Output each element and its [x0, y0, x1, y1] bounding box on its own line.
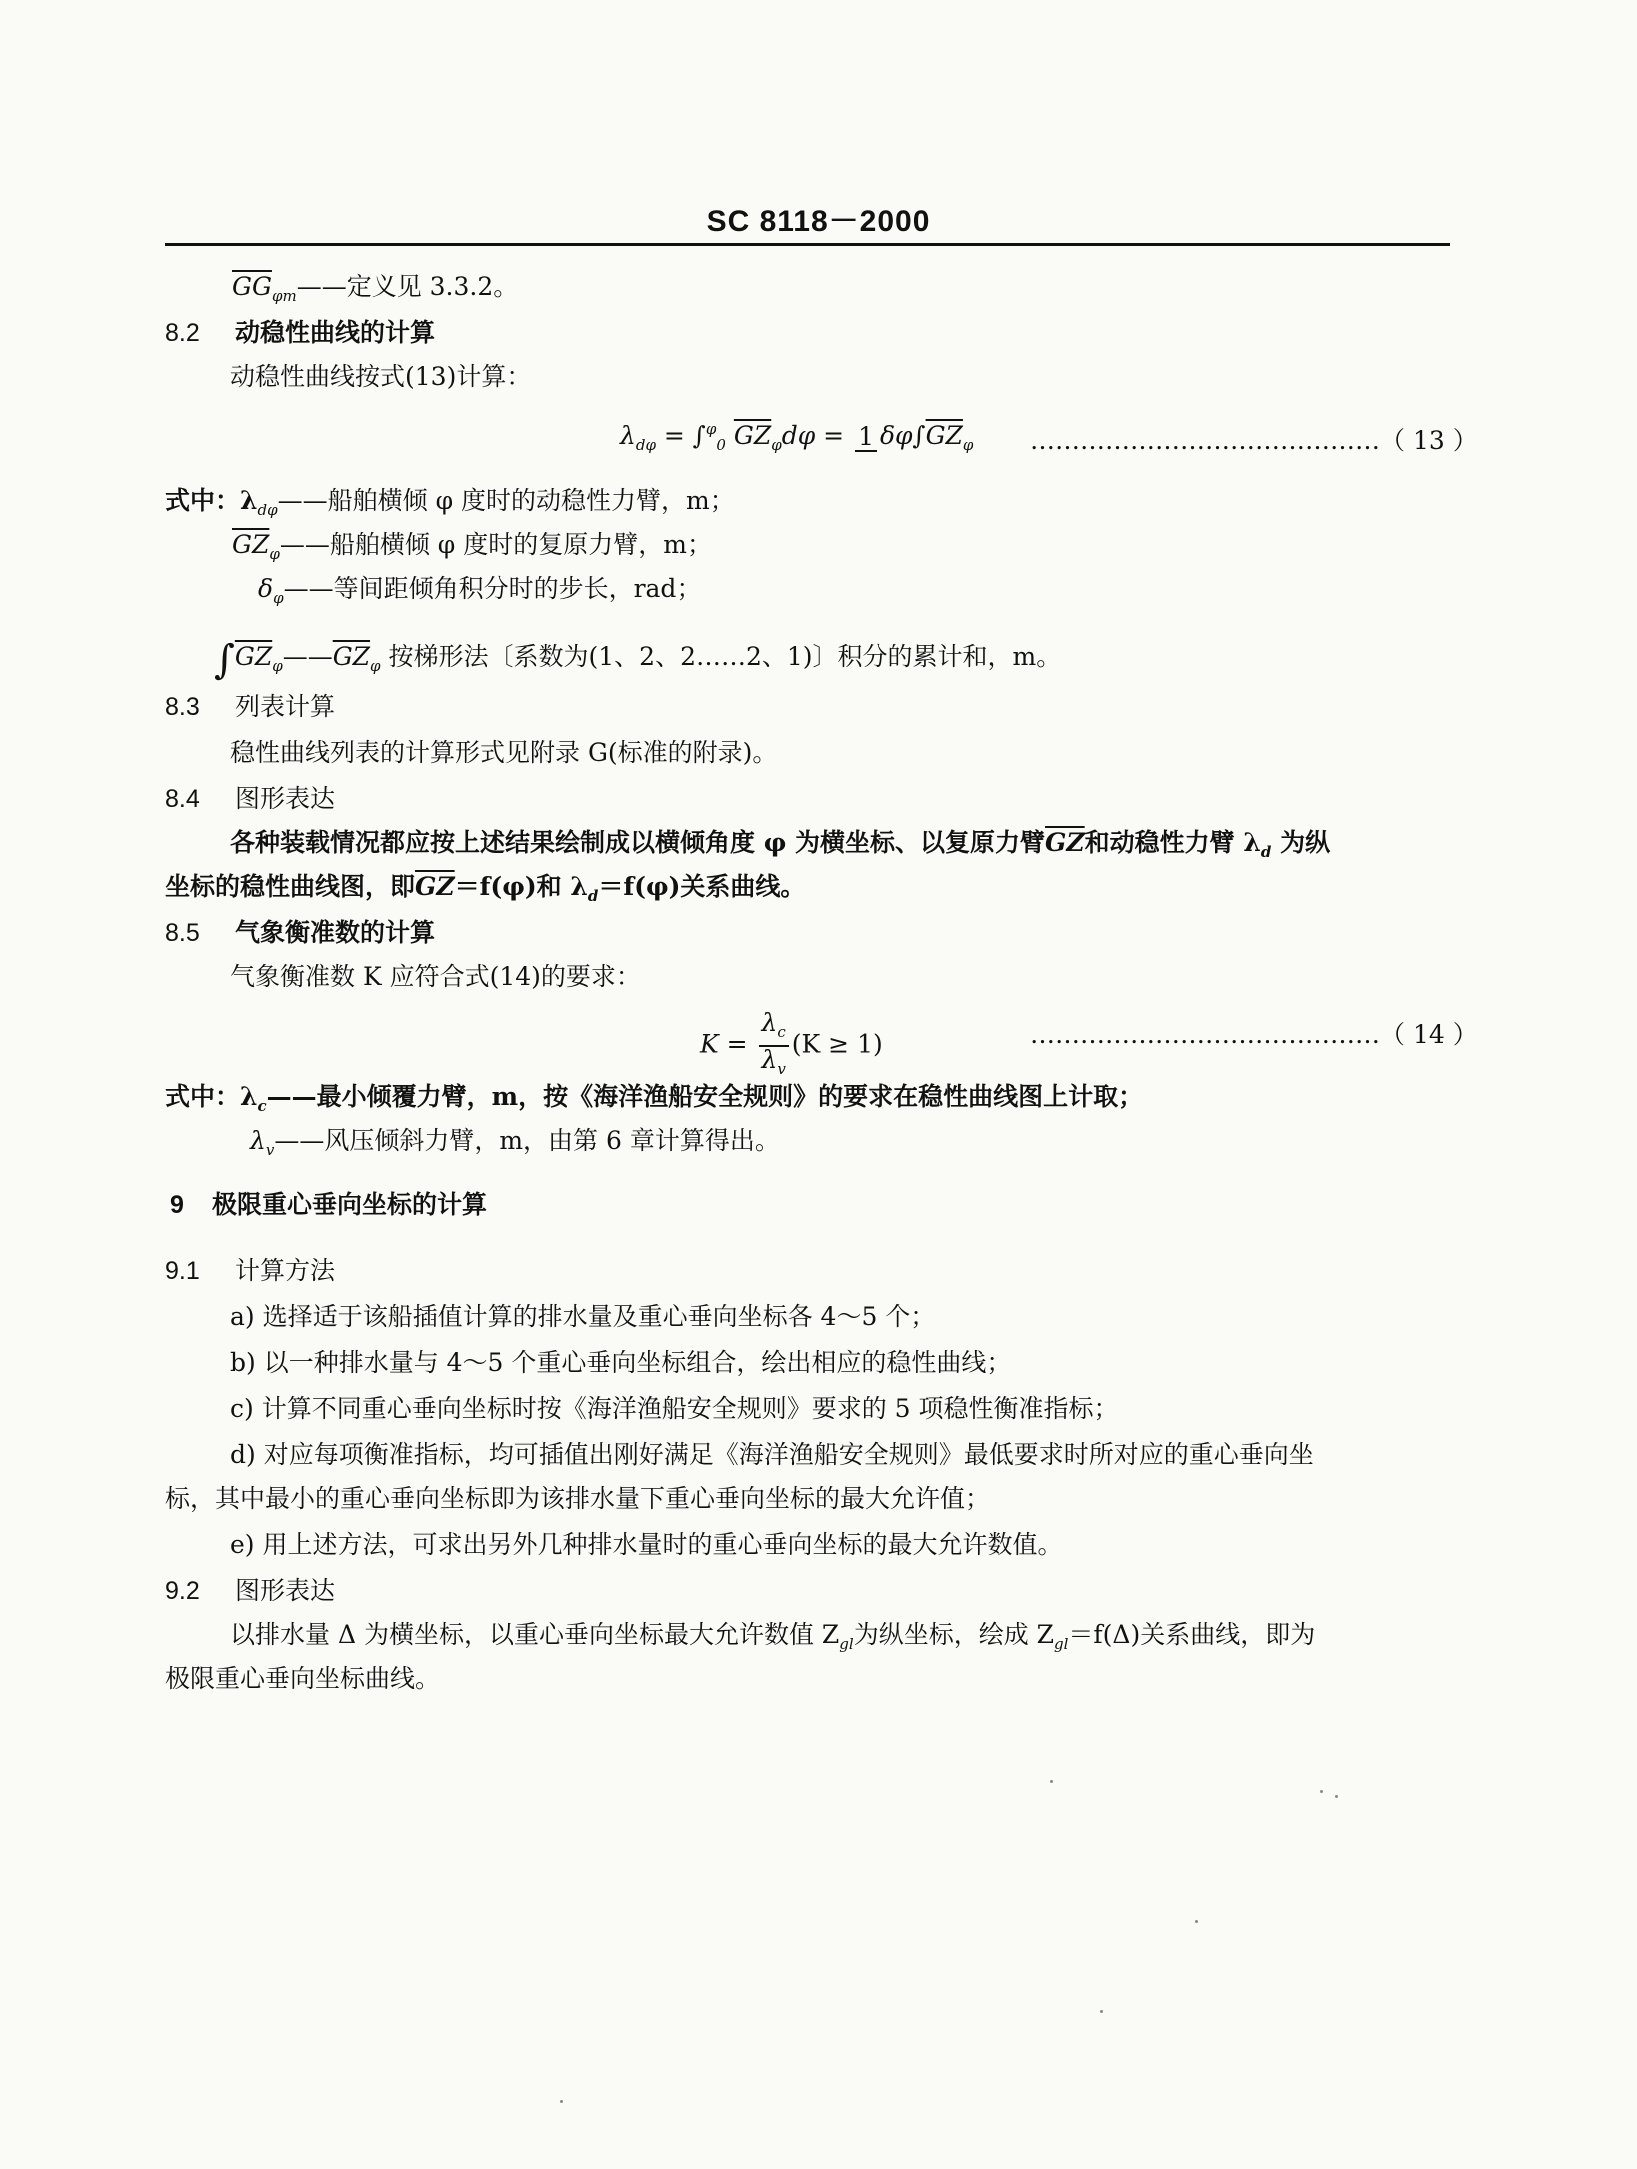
where-13-line-3 [258, 572, 701, 615]
eq14-denominator [759, 1047, 789, 1082]
header-rule [165, 243, 1450, 246]
eq13-gz: $\overline{GZ}$ [733, 421, 772, 450]
gg-text: ——定义见 3.3.2。 [296, 272, 519, 301]
para-text-2: 和动稳性力臂 λ [1084, 828, 1261, 857]
section-number: 8.5 [165, 919, 200, 947]
para-text-3: ＝f(φ)关系曲线。 [598, 872, 806, 901]
where-sub: φ [269, 545, 280, 563]
where-symbol: $\overline{GZ}$ [234, 642, 273, 671]
para-text: 以排水量 Δ 为横坐标，以重心垂向坐标最大允许数值 Z [230, 1620, 840, 1649]
gg-symbol: $\overline{GG}$ [232, 272, 272, 301]
equation-14-number: ……………………………………（ 14 ） [1030, 1020, 1478, 1049]
section-title: 计算方法 [235, 1256, 336, 1285]
where-sub-2: φ [370, 657, 381, 675]
para-text-2: ＝f(φ)和 λ [454, 872, 588, 901]
section-8-3-heading [165, 690, 335, 724]
eq14-num-symbol: λ [761, 1008, 778, 1037]
scan-speck [1050, 1780, 1053, 1783]
where-13-line-1 [165, 484, 735, 527]
where-text: ——最小倾覆力臂，m，按《海洋渔船安全规则》的要求在稳性曲线图上计取； [266, 1082, 1144, 1111]
scan-speck [1195, 1920, 1198, 1923]
eq13-frac-numerator: 1 [855, 424, 877, 452]
section-8-5-intro: 气象衡准数 K 应符合式(14)的要求： [230, 962, 641, 991]
where-integral: ∫ [214, 637, 235, 683]
where-text: ——等间距倾角积分时的步长，rad； [283, 574, 702, 603]
section-number: 9.1 [165, 1257, 200, 1285]
where-13-line-2 [232, 528, 712, 571]
where-dash: —— [282, 642, 333, 671]
lambda-sub: d [1260, 843, 1272, 861]
section-number: 9.2 [165, 1577, 200, 1605]
para-text: 坐标的稳性曲线图，即 [165, 872, 416, 901]
where-symbol-2: $\overline{GZ}$ [332, 642, 371, 671]
list-item-d-line-1: d) 对应每项衡准指标，均可插值出刚好满足《海洋渔船安全规则》最低要求时所对应的重心垂向坐 [230, 1440, 1314, 1469]
lambda-sub: d [587, 887, 599, 905]
where-text: ——船舶横倾 φ 度时的动稳性力臂，m； [277, 486, 735, 515]
eq13-lambda-sub: dφ [635, 436, 656, 454]
where-14-line-1 [165, 1080, 1143, 1123]
eq13-integral: = ∫ [655, 421, 706, 450]
eq14-den-sub: v [777, 1060, 786, 1078]
scan-speck [1320, 1790, 1323, 1793]
scan-speck [1335, 1795, 1338, 1798]
eq13-fraction [855, 421, 877, 452]
where-sub: φ [273, 589, 284, 607]
section-number: 8.2 [165, 319, 200, 347]
section-8-4-heading [165, 782, 335, 816]
list-item-d-line-2: 标，其中最小的重心垂向坐标即为该排水量下重心垂向坐标的最大允许值； [165, 1484, 991, 1513]
where-text: 按梯形法〔系数为(1、2、2……2、1)〕积分的累计和，m。 [380, 642, 1062, 671]
where-symbol: λ [250, 1126, 266, 1155]
eq13-gz2: $\overline{GZ}$ [925, 421, 963, 450]
para-text: 各种装载情况都应按上述结果绘制成以横倾角度 φ 为横坐标、以复原力臂 [230, 828, 1046, 857]
section-9-2-para-line-2: 极限重心垂向坐标曲线。 [165, 1664, 441, 1693]
section-title: 图形表达 [235, 784, 336, 813]
scan-speck [1100, 2010, 1103, 2013]
equation-13-number: ……………………………………（ 13 ） [1030, 426, 1478, 455]
section-8-5-heading [165, 916, 435, 950]
list-item-c: c) 计算不同重心垂向坐标时按《海洋渔船安全规则》要求的 5 项稳性衡准指标； [230, 1394, 1119, 1423]
where-sub: dφ [257, 501, 278, 519]
equation-14 [700, 1010, 883, 1082]
section-8-4-para-line-2 [165, 870, 805, 913]
where-sub: φ [272, 657, 283, 675]
equation-13 [620, 412, 973, 462]
where-13-line-4 [214, 637, 1062, 683]
gz-symbol: $\overline{GZ}$ [415, 872, 455, 901]
where-label: 式中：λ [165, 486, 258, 515]
eq13-tail: δφ∫ [879, 421, 926, 450]
section-title: 动稳性曲线的计算 [235, 319, 436, 347]
eq13-gz-sub: φ [771, 436, 782, 454]
eq14-den-symbol: λ [761, 1045, 778, 1074]
where-text: ——风压倾斜力臂，m，由第 6 章计算得出。 [274, 1126, 780, 1155]
para-text-2: 为纵坐标，绘成 Z [853, 1620, 1055, 1649]
section-9-2-heading [165, 1574, 335, 1608]
eq13-dphi: dφ = [781, 421, 853, 450]
eq13-upper-limit: φ [705, 420, 717, 438]
zgl-sub: gl [839, 1635, 854, 1653]
list-item-e: e) 用上述方法，可求出另外几种排水量时的重心垂向坐标的最大允许数值。 [230, 1530, 1063, 1559]
page-header: SC 8118－2000 [706, 205, 931, 238]
eq14-numerator [759, 1010, 789, 1047]
section-8-4-para-line-1 [230, 826, 1330, 869]
where-symbol: $\overline{GZ}$ [232, 530, 270, 559]
eq14-lhs: K = [700, 1029, 756, 1059]
eq13-gz2-sub: φ [962, 436, 974, 454]
eq13-lambda: λ [620, 421, 636, 450]
list-item-b: b) 以一种排水量与 4～5 个重心垂向坐标组合，绘出相应的稳性曲线； [230, 1348, 1012, 1377]
section-8-2-heading [165, 316, 435, 350]
section-8-2-intro: 动稳性曲线按式(13)计算： [230, 362, 532, 391]
section-8-3-text: 稳性曲线列表的计算形式见附录 G(标准的附录)。 [230, 738, 778, 767]
para-text-3: 为纵 [1271, 828, 1331, 857]
where-text: ——船舶横倾 φ 度时的复原力臂，m； [279, 530, 712, 559]
zgl-sub-2: gl [1054, 1635, 1069, 1653]
eq14-num-sub: c [777, 1023, 786, 1041]
scan-speck [560, 2100, 563, 2103]
section-title: 图形表达 [235, 1576, 336, 1605]
section-title: 列表计算 [235, 692, 336, 721]
where-symbol: δ [258, 574, 274, 603]
where-label: 式中：λ [165, 1082, 258, 1111]
eq13-lower-limit: 0 [716, 436, 726, 454]
section-9-2-para-line-1 [230, 1618, 1315, 1661]
where-14-line-2 [250, 1124, 780, 1167]
chapter-number: 9 [170, 1191, 184, 1219]
section-9-1-heading [165, 1254, 335, 1288]
para-text-3: ＝f(Δ)关系曲线，即为 [1068, 1620, 1316, 1649]
where-sub: v [265, 1141, 275, 1159]
section-number: 8.4 [165, 785, 200, 813]
gz-symbol: $\overline{GZ}$ [1045, 828, 1085, 857]
section-title: 气象衡准数的计算 [235, 919, 436, 947]
chapter-9-heading [170, 1188, 487, 1222]
where-sub: c [257, 1097, 267, 1115]
chapter-title: 极限重心垂向坐标的计算 [212, 1191, 488, 1219]
definition-gg [232, 270, 518, 313]
section-number: 8.3 [165, 693, 200, 721]
eq14-fraction [759, 1010, 789, 1082]
gg-subscript: φm [271, 287, 297, 305]
list-item-a: a) 选择适于该船插值计算的排水量及重心垂向坐标各 4～5 个； [230, 1302, 936, 1331]
eq14-condition: (K ≥ 1) [791, 1029, 883, 1059]
